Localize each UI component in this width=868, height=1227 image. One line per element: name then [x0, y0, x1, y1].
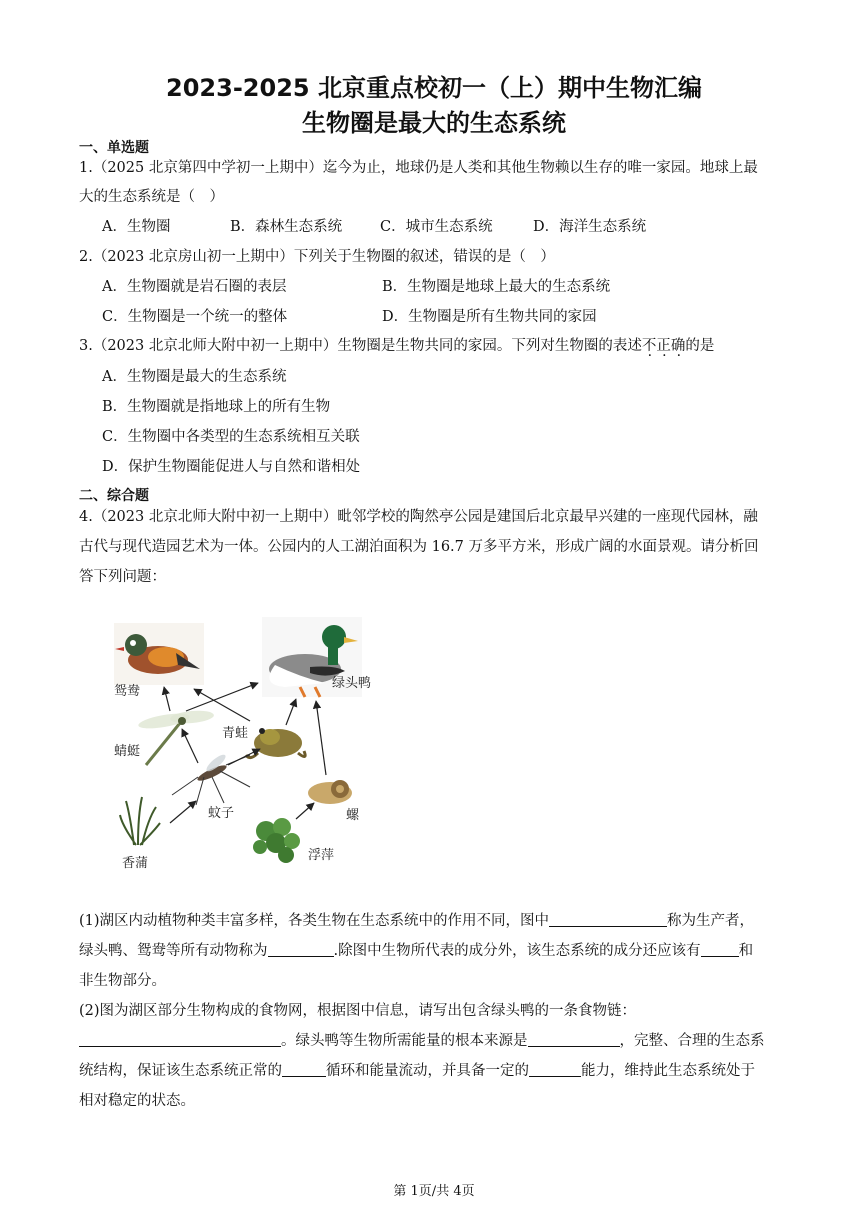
q4-part1-text: 和: [738, 943, 754, 959]
label-mandarin-duck: 鸳鸯: [114, 684, 141, 699]
snail-image: [308, 780, 352, 804]
q4-part2-text: 能力，维持此生态系统处于: [581, 1063, 755, 1079]
food-web-figure: [100, 605, 380, 885]
q1-option-a: A．生物圈: [102, 219, 171, 235]
q4-stem-line1: 4.（2023 北京北师大附中初一上期中）毗邻学校的陶然亭公园是建国后北京最早兴建的一座现代园林，融: [79, 509, 758, 525]
q4-part2-text: 统结构，保证该生态系统正常的: [79, 1063, 282, 1079]
answer-blank-consumer[interactable]: [268, 942, 334, 957]
section-single-choice: 一、单选题: [79, 140, 149, 156]
q4-part1-text: 绿头鸭、鸳鸯等所有动物称为: [79, 943, 268, 959]
q1-stem-line2: 大的生态系统是（ ）: [79, 189, 224, 205]
arrow-cattail-mosquito: [170, 801, 196, 823]
label-frog: 青蛙: [222, 726, 249, 741]
q3-stem-suffix: 的是: [685, 338, 715, 354]
answer-blank-producer[interactable]: [549, 912, 667, 927]
label-duckweed: 浮萍: [308, 848, 335, 863]
q4-stem-line2: 古代与现代造园艺术为一体。公园内的人工湖泊面积为 16.7 万多平方米，形成广阔的水面景观。请分析回: [79, 539, 759, 555]
q3-option-b: B．生物圈就是指地球上的所有生物: [102, 399, 331, 415]
cattail-image: [120, 797, 160, 845]
q2-option-d: D．生物圈是所有生物共同的家园: [382, 309, 597, 325]
label-cattail: 香蒲: [122, 856, 149, 871]
arrow-snail-mallard: [316, 701, 326, 775]
q4-stem-line3: 答下列问题：: [79, 569, 166, 585]
section-comprehensive: 二、综合题: [79, 488, 149, 504]
q4-part2-text: 循环和能量流动，并具备一定的: [326, 1063, 529, 1079]
q1-option-c: C．城市生态系统: [380, 219, 493, 235]
food-web-arrows: [164, 683, 326, 823]
q2-stem: 2.（2023 北京房山初一上期中）下列关于生物圈的叙述，错误的是（ ）: [79, 249, 555, 265]
answer-blank-energy-source[interactable]: [528, 1032, 620, 1047]
label-mallard: 绿头鸭: [332, 676, 372, 691]
q3-option-c: C．生物圈中各类型的生态系统相互关联: [102, 429, 360, 445]
q4-part1-text: (1)湖区内动植物种类丰富多样，各类生物在生态系统中的作用不同，图中: [79, 913, 550, 929]
dragonfly-image: [137, 709, 214, 765]
label-mosquito: 蚊子: [208, 806, 235, 821]
page-number: 第 1页/共 4页: [393, 1184, 475, 1199]
arrow-dragonfly-mandarin-duck: [164, 687, 170, 711]
q2-option-c: C．生物圈是一个统一的整体: [102, 309, 288, 325]
q3-stem-prefix: 3.（2023 北京北师大附中初一上期中）生物圈是生物共同的家园。下列对生物圈的表述: [79, 338, 642, 354]
q4-part2-line3: [79, 1059, 794, 1080]
q1-option-d: D．海洋生态系统: [533, 219, 647, 235]
q3-emph-char: 不: [641, 338, 657, 354]
q4-part2-line1: (2)图为湖区部分生物构成的食物网，根据图中信息，请写出包含绿头鸭的一条食物链：: [79, 1003, 637, 1019]
q4-part1-line1: [79, 909, 794, 930]
q1-option-b: B．森林生态系统: [230, 219, 343, 235]
q2-option-a: A．生物圈就是岩石圈的表层: [102, 279, 287, 295]
arrow-mosquito-dragonfly: [182, 729, 198, 763]
answer-blank-decomposer[interactable]: [701, 942, 739, 957]
q4-part2-text: 。绿头鸭等生物所需能量的根本来源是: [281, 1033, 528, 1049]
q4-part2-text: ，完整、合理的生态系: [619, 1033, 765, 1049]
arrow-frog-mallard: [286, 699, 296, 725]
q4-part2-line2: [79, 1029, 794, 1050]
duckweed-image: [253, 818, 300, 863]
answer-blank-food-chain[interactable]: [79, 1032, 281, 1047]
frog-image: [246, 728, 305, 758]
q3-option-a: A．生物圈是最大的生态系统: [102, 369, 287, 385]
q2-option-b: B．生物圈是地球上最大的生态系统: [382, 279, 611, 295]
q3-emph-char: 确: [670, 338, 686, 354]
doc-title-line2: 生物圈是最大的生态系统: [302, 109, 566, 137]
q3-stem: [79, 334, 794, 355]
answer-blank-self-regulation[interactable]: [529, 1062, 581, 1077]
arrow-duckweed-snail: [296, 803, 314, 819]
q4-part2-line4: 相对稳定的状态。: [79, 1093, 195, 1109]
mandarin-duck-image: [114, 623, 204, 685]
q3-emph-char: 正: [656, 338, 671, 354]
q4-part1-line2: [79, 939, 794, 960]
answer-blank-matter-cycle[interactable]: [282, 1062, 326, 1077]
label-snail: 螺: [346, 808, 360, 823]
q4-part1-text: .除图中生物所代表的成分外，该生态系统的成分还应该有: [333, 943, 701, 959]
label-dragonfly: 蜻蜓: [114, 744, 141, 759]
q4-part1-line3: 非生物部分。: [79, 973, 166, 989]
q4-part1-text: 称为生产者，: [667, 913, 755, 929]
doc-title-line1: 2023-2025 北京重点校初一（上）期中生物汇编: [166, 74, 702, 102]
q1-stem-line1: 1.（2025 北京第四中学初一上期中）迄今为止，地球仍是人类和其他生物赖以生存的唯一家园。地球上最: [79, 160, 758, 176]
q3-option-d: D．保护生物圈能促进人与自然和谐相处: [102, 459, 361, 475]
arrow-dragonfly-mallard: [186, 683, 258, 711]
